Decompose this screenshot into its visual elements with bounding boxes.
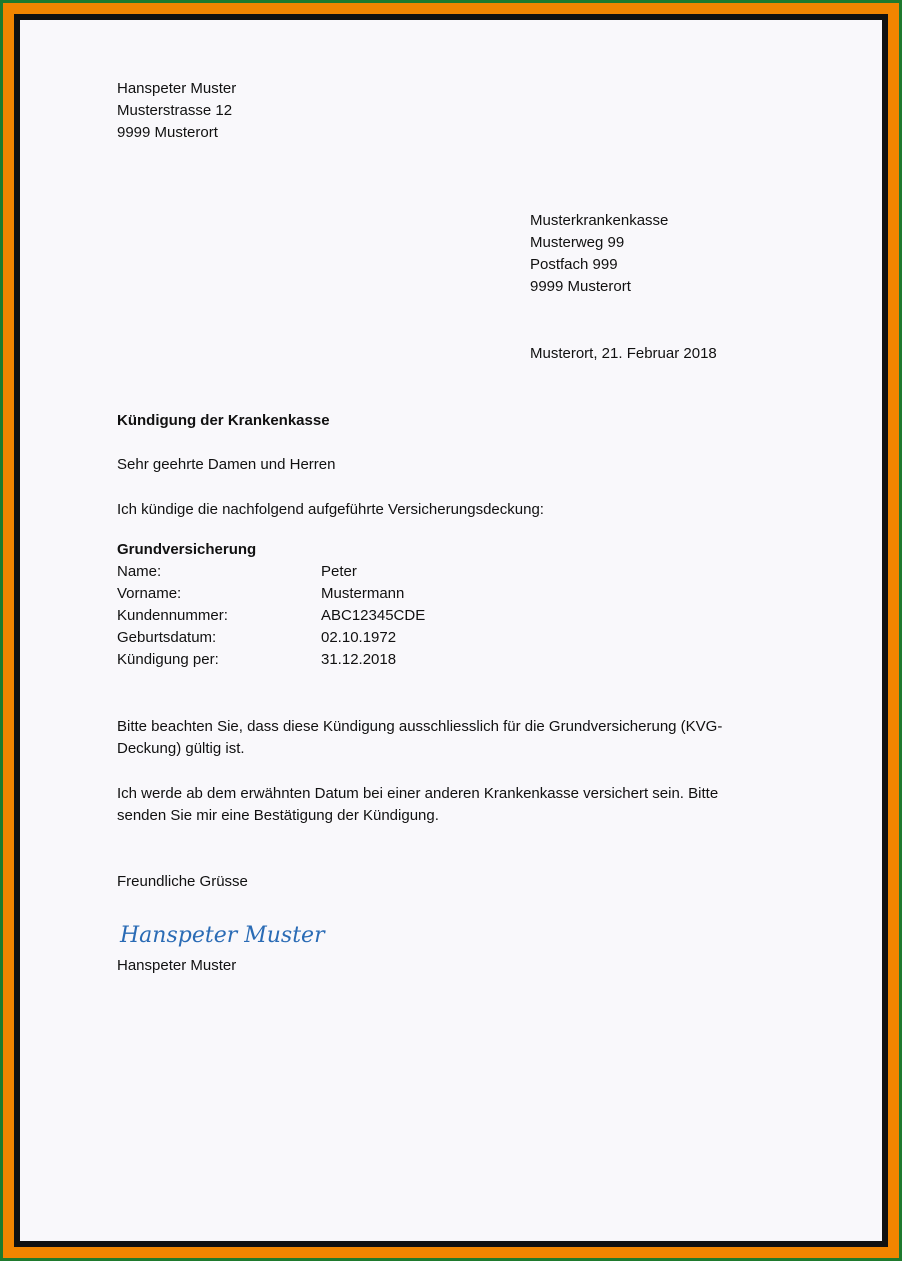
signature-text: Hanspeter Muster <box>120 923 325 948</box>
printed-name: Hanspeter Muster <box>117 957 237 974</box>
paragraph-line: senden Sie mir eine Bestätigung der Kündigung. <box>117 807 439 824</box>
detail-value: ABC12345CDE <box>321 607 426 624</box>
detail-value: Mustermann <box>321 585 405 602</box>
salutation: Sehr geehrte Damen und Herren <box>117 456 336 473</box>
paragraph-line: Ich werde ab dem erwähnten Datum bei einer anderen Krankenkasse versichert sein. Bitte <box>117 785 719 802</box>
paragraph-line: Deckung) gültig ist. <box>117 740 245 757</box>
recipient-address <box>530 210 668 298</box>
detail-value: 31.12.2018 <box>321 651 397 668</box>
sender-name: Hanspeter Muster <box>117 80 237 97</box>
intro-text: Ich kündige die nachfolgend aufgeführte Versicherungsdeckung: <box>117 501 544 518</box>
sender-street: Musterstrasse 12 <box>117 102 233 119</box>
recipient-street: Musterweg 99 <box>530 234 625 251</box>
paragraph-scope <box>117 716 777 760</box>
sender-address <box>117 78 236 144</box>
recipient-name: Musterkrankenkasse <box>530 212 669 229</box>
detail-label: Kündigung per: <box>117 651 219 668</box>
paragraph-line: Bitte beachten Sie, dass diese Kündigung ausschliesslich für die Grundversicherung (KVG- <box>117 718 723 735</box>
detail-row <box>117 583 425 605</box>
letter-subject: Kündigung der Krankenkasse <box>117 412 330 429</box>
detail-label: Geburtsdatum: <box>117 629 217 646</box>
detail-label: Vorname: <box>117 585 182 602</box>
detail-label: Name: <box>117 563 162 580</box>
detail-value: Peter <box>321 563 357 580</box>
closing-greeting: Freundliche Grüsse <box>117 873 248 890</box>
handwritten-signature <box>118 912 348 952</box>
detail-row <box>117 627 425 649</box>
section-title: Grundversicherung <box>117 541 257 558</box>
detail-row <box>117 605 425 627</box>
letter-date: Musterort, 21. Februar 2018 <box>530 345 717 362</box>
letter-page <box>20 20 882 1241</box>
details-table <box>117 561 425 671</box>
detail-value: 02.10.1972 <box>321 629 397 646</box>
paragraph-request <box>117 783 777 827</box>
detail-row <box>117 649 425 671</box>
detail-label: Kundennummer: <box>117 607 228 624</box>
signature-graphic <box>118 912 348 952</box>
sender-city: 9999 Musterort <box>117 124 218 141</box>
recipient-postbox: Postfach 999 <box>530 256 618 273</box>
detail-row <box>117 561 425 583</box>
recipient-city: 9999 Musterort <box>530 278 631 295</box>
